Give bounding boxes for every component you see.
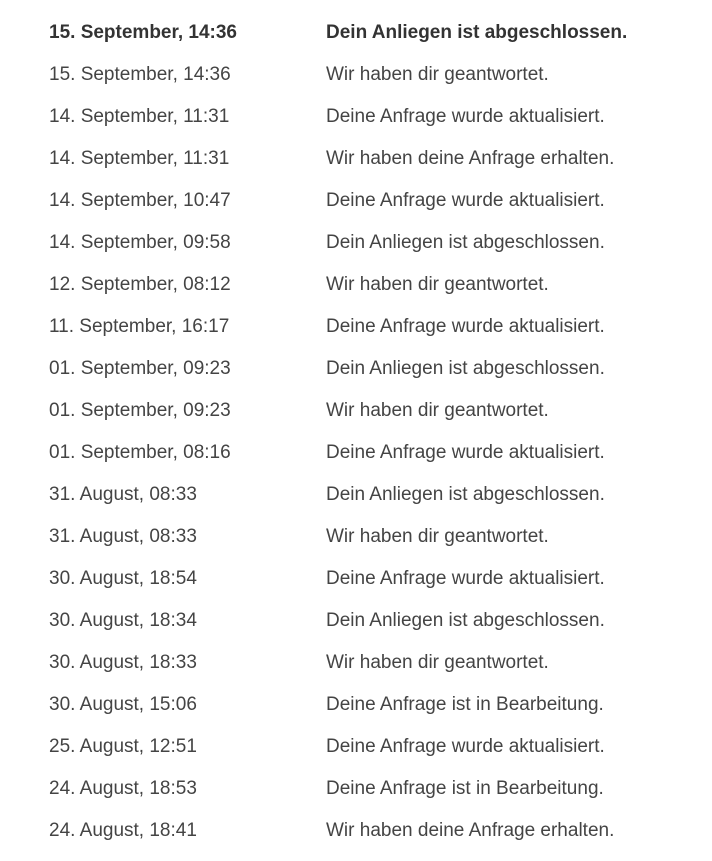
entry-date: 01. September, 09:23 — [49, 358, 231, 379]
entry-status: Deine Anfrage wurde aktualisiert. — [326, 106, 605, 127]
entry-date: 30. August, 18:54 — [49, 568, 197, 589]
entry-status: Deine Anfrage wurde aktualisiert. — [326, 442, 605, 463]
history-entry — [49, 684, 689, 726]
entry-date: 01. September, 09:23 — [49, 400, 231, 421]
entry-date: 24. August, 18:53 — [49, 778, 197, 799]
entry-date: 12. September, 08:12 — [49, 274, 231, 295]
entry-date: 31. August, 08:33 — [49, 484, 197, 505]
entry-date: 25. August, 12:51 — [49, 736, 197, 757]
history-entry — [49, 768, 689, 810]
history-entry — [49, 516, 689, 558]
entry-status: Deine Anfrage ist in Bearbeitung. — [326, 694, 604, 715]
entry-status: Deine Anfrage wurde aktualisiert. — [326, 736, 605, 757]
entry-date: 30. August, 15:06 — [49, 694, 197, 715]
history-entry — [49, 138, 689, 180]
history-entry — [49, 432, 689, 474]
entry-date: 14. September, 10:47 — [49, 190, 231, 211]
entry-status: Wir haben dir geantwortet. — [326, 526, 549, 547]
history-entry — [49, 726, 689, 768]
history-entry — [49, 642, 689, 684]
entry-status: Wir haben dir geantwortet. — [326, 400, 549, 421]
history-entry — [49, 54, 689, 96]
history-entry — [49, 348, 689, 390]
entry-status: Deine Anfrage wurde aktualisiert. — [326, 316, 605, 337]
entry-status: Wir haben deine Anfrage erhalten. — [326, 820, 615, 841]
entry-status: Deine Anfrage ist in Bearbeitung. — [326, 778, 604, 799]
entry-status: Dein Anliegen ist abgeschlossen. — [326, 22, 628, 43]
history-entry — [49, 390, 689, 432]
entry-status: Dein Anliegen ist abgeschlossen. — [326, 610, 605, 631]
entry-status: Deine Anfrage wurde aktualisiert. — [326, 568, 605, 589]
history-entry — [49, 264, 689, 306]
entry-date: 31. August, 08:33 — [49, 526, 197, 547]
entry-status: Dein Anliegen ist abgeschlossen. — [326, 232, 605, 253]
entry-date: 24. August, 18:41 — [49, 820, 197, 841]
entry-date: 01. September, 08:16 — [49, 442, 231, 463]
entry-status: Wir haben dir geantwortet. — [326, 64, 549, 85]
status-history-list — [49, 12, 689, 852]
entry-date: 30. August, 18:33 — [49, 652, 197, 673]
entry-status: Dein Anliegen ist abgeschlossen. — [326, 358, 605, 379]
history-entry — [49, 222, 689, 264]
entry-status: Wir haben deine Anfrage erhalten. — [326, 148, 615, 169]
history-entry — [49, 600, 689, 642]
entry-date: 14. September, 09:58 — [49, 232, 231, 253]
entry-date: 14. September, 11:31 — [49, 106, 230, 127]
entry-status: Dein Anliegen ist abgeschlossen. — [326, 484, 605, 505]
entry-status: Deine Anfrage wurde aktualisiert. — [326, 190, 605, 211]
history-entry — [49, 180, 689, 222]
history-entry — [49, 96, 689, 138]
entry-status: Wir haben dir geantwortet. — [326, 652, 549, 673]
entry-date: 15. September, 14:36 — [49, 22, 237, 43]
history-entry — [49, 306, 689, 348]
entry-date: 30. August, 18:34 — [49, 610, 197, 631]
history-entry — [49, 558, 689, 600]
entry-status: Wir haben dir geantwortet. — [326, 274, 549, 295]
history-entry-current — [49, 12, 689, 54]
entry-date: 14. September, 11:31 — [49, 148, 230, 169]
history-entry — [49, 474, 689, 516]
entry-date: 11. September, 16:17 — [49, 316, 230, 337]
history-entry — [49, 810, 689, 852]
entry-date: 15. September, 14:36 — [49, 64, 231, 85]
